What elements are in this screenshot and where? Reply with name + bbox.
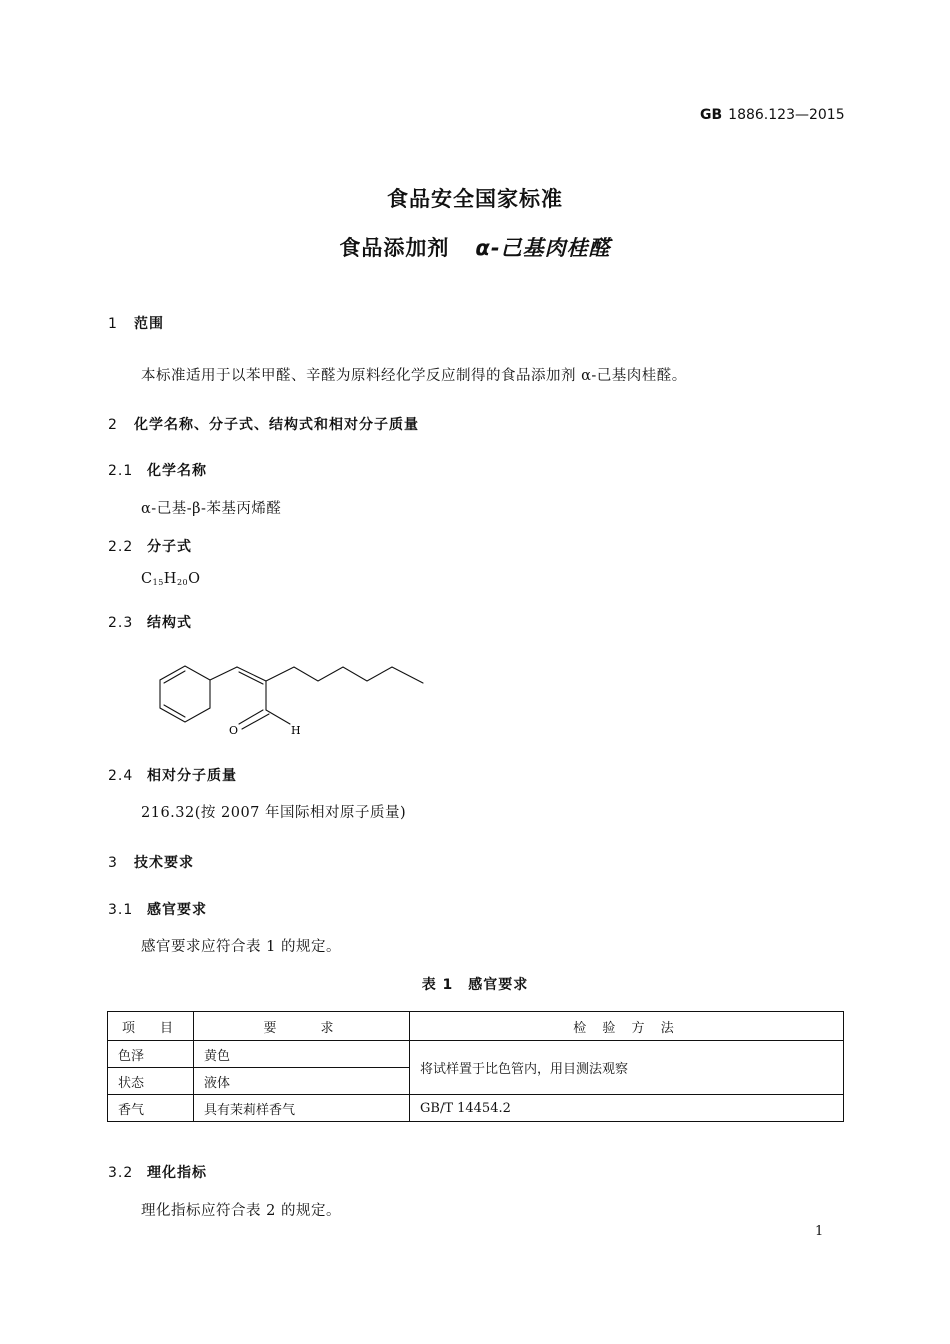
document-subtitle [0,232,950,262]
molecular-formula [141,571,201,587]
section-3-1-heading [108,899,207,919]
vinyl-bond [237,667,266,681]
section-2-3-heading [108,612,192,632]
section-1-number: 1 [108,316,118,332]
aldehyde-h-bond [266,710,290,724]
ring-double-bond-2 [164,705,185,717]
section-2-1-number: 2.1 [108,463,134,479]
ring-double-bond-1 [164,671,185,683]
section-2-2-heading [108,536,192,556]
page-number: 1 [815,1224,824,1239]
hexyl-chain [266,667,423,683]
oxygen-atom-label: O [229,724,239,737]
section-2-3-title: 结构式 [147,615,192,631]
structural-formula [150,658,440,748]
formula-c-count: 15 [152,578,164,587]
table-cell-requirement: 液体 [194,1068,410,1095]
table-row [108,1041,844,1068]
section-2-title: 化学名称、分子式、结构式和相对分子质量 [134,417,419,433]
section-2-4-number: 2.4 [108,768,134,784]
section-2-2-number: 2.2 [108,539,134,555]
table-header-requirement: 要 求 [194,1012,410,1041]
table-header-item: 项 目 [108,1012,194,1041]
section-3-title: 技术要求 [134,855,194,871]
section-1-text: 本标准适用于以苯甲醛、辛醛为原料经化学反应制得的食品添加剂 α-己基肉桂醛。 [141,368,687,384]
table-cell-method-merged: 将试样置于比色管内，用目测法观察 [410,1041,844,1095]
section-1-title: 范围 [134,316,164,332]
table-cell-method: GB/T 14454.2 [410,1095,844,1122]
table-row [108,1095,844,1122]
section-2-1-heading [108,460,207,480]
section-3-number: 3 [108,855,118,871]
table-cell-item: 色泽 [108,1041,194,1068]
table-header-row [108,1012,844,1041]
section-2-4-heading [108,765,237,785]
formula-h: H [163,571,177,587]
section-3-2-title: 理化指标 [147,1165,207,1181]
section-3-2-number: 3.2 [108,1165,134,1181]
hydrogen-atom-label: H [291,724,301,737]
section-3-1-text: 感官要求应符合表 1 的规定。 [141,939,341,955]
standard-number: 1886.123—2015 [728,107,845,123]
chemical-name: α-己基-β-苯基丙烯醛 [141,501,282,517]
standard-code [700,107,845,123]
formula-o: O [188,571,201,587]
molecular-weight: 216.32(按 2007 年国际相对原子质量) [141,805,407,821]
table-header-method: 检 验 方 法 [410,1012,844,1041]
table-cell-requirement: 具有茉莉样香气 [194,1095,410,1122]
section-2-1-title: 化学名称 [147,463,207,479]
formula-h-count: 20 [176,578,189,587]
section-2-2-title: 分子式 [147,539,192,555]
section-2-4-title: 相对分子质量 [147,768,237,784]
document-title: 食品安全国家标准 [387,187,563,211]
section-3-1-number: 3.1 [108,902,134,918]
subtitle-name: α-己基肉桂醛 [475,236,611,260]
formula-c: C [141,571,153,587]
table-cell-item: 状态 [108,1068,194,1095]
carbonyl-bond [239,710,263,724]
carbonyl-double-bond [242,714,269,729]
sensory-requirements-table [107,1011,844,1122]
section-3-2-text: 理化指标应符合表 2 的规定。 [141,1203,341,1219]
ring-bonds [160,666,210,722]
subtitle-prefix: 食品添加剂 [339,236,450,260]
section-3-1-title: 感官要求 [147,902,207,918]
section-3-2-heading [108,1162,207,1182]
section-3-heading [108,852,194,872]
ring-vinyl-bond [210,667,237,680]
standard-prefix: GB [700,107,723,123]
table-cell-item: 香气 [108,1095,194,1122]
section-2-number: 2 [108,417,118,433]
table-cell-requirement: 黄色 [194,1041,410,1068]
table-1-caption: 表 1 感官要求 [421,977,529,993]
section-2-heading [108,414,419,434]
section-2-3-number: 2.3 [108,615,134,631]
section-1-heading [108,313,164,333]
